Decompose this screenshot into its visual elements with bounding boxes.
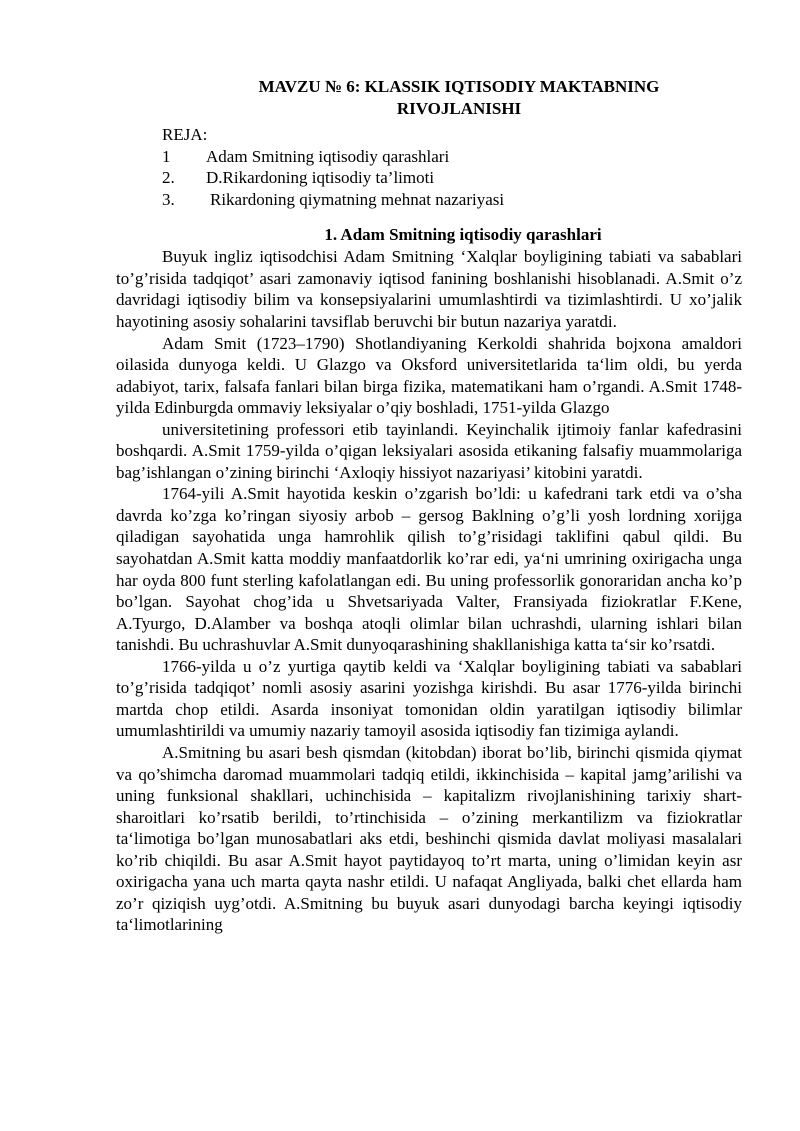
section-heading: 1. Adam Smitning iqtisodiy qarashlari — [324, 225, 602, 245]
title-line-2: RIVOJLANISHI — [396, 99, 522, 118]
plan-item-text: D.Rikardoning iqtisodiy ta’limoti — [206, 168, 435, 188]
body-paragraph: A.Smitning bu asari besh qismdan (kitobdan) iborat bo’lib, birinchi qismida qiymat va qo’shimcha daromad muammolari tadqiq etildi, ikkinchisida – kapital jamg’arilishi va uning funksional shakllari, uchinchisida – kapitalizm rivojlanishining tarixiy shart-sharoitlari ko’rsatib berildi, to’rtinchisida – o’zining merkantilizm va fiziokratlar ta‘limotiga bo’lgan munosabatlari aks etdi, beshinchi qismida davlat moliyasi masalalari ko’rib chiqildi. Bu asar A.Smit hayot paytidayoq to’rt marta, uning o’limidan keyin asr oxirigacha yana uch marta qayta nashr etildi. U nafaqat Angliyada, balki chet ellarda ham zo’r qiziqish uyg’otdi. A.Smitning bu buyuk asari dunyodagi barcha keyingi iqtisodiy ta‘limotlarining — [116, 742, 742, 935]
plan-item — [162, 189, 742, 211]
page-title — [116, 76, 742, 120]
plan-item — [162, 146, 742, 168]
plan-item-text: Rikardoning qiymatning mehnat nazariyasi — [210, 189, 505, 209]
plan-list — [162, 124, 742, 210]
body-paragraph: 1764-yili A.Smit hayotida keskin o’zgarish bo’ldi: u kafedrani tark etdi va o’sha davrda ko’zga ko’ringan siyosiy arbob – gersog Baklning o’g’li yosh lordning xorijga qiladigan sayohatida unga hamrohlik qilish to’g’risidagi taklifini qabul qildi. Bu sayohatdan A.Smit katta moddiy manfaatdorlik ko’rar edi, ya‘ni umrining oxirigacha unga har oyda 800 funt sterling kafolatlangan edi. Bu uning professorlik gonoraridan ancha ko’p bo’lgan. Sayohat chog’ida u Shvetsariyada Valter, Fransiyada fiziokratlar F.Kene, A.Tyurgo, D.Alamber va boshqa atoqli olimlar bilan uchrashdi, ularning ishlari bilan tanishdi. Bu uchrashuvlar A.Smit dunyoqarashining shakllanishiga katta ta‘sir ko’rsatdi. — [116, 484, 742, 655]
plan-item-number: 3. — [162, 189, 175, 209]
plan-item-number: 1 — [162, 146, 171, 166]
body-paragraph: Adam Smit (1723–1790) Shotlandiyaning Kerkoldi shahrida bojxona amaldori oilasida dunyoga keldi. U Glazgo va Oksford universitetlarida ta‘lim oldi, bu yerda adabiyot, tarix, falsafa fanlari bilan birga fizika, matematikani ham o’rgandi. A.Smit 1748-yilda Edinburgda ommaviy leksiyalar o’qiy boshladi, 1751-yilda Glazgo — [116, 333, 742, 418]
plan-item-text: Adam Smitning iqtisodiy qarashlari — [206, 146, 450, 166]
plan-item-number: 2. — [162, 168, 175, 188]
plan-item — [162, 167, 742, 189]
body-paragraph: Buyuk ingliz iqtisodchisi Adam Smitning ‘Xalqlar boyligining tabiati va sabablari to’g’risida tadqiqot’ asari zamonaviy iqtisod fanining boshlanishi hisoblanadi. A.Smit o’z davridagi iqtisodiy bilim va konsepsiyalarini umumlashtirdi va tizimlashtirdi. U xo’jalik hayotining asosiy sohalarini tavsiflab beruvchi bir butun nazariya yaratdi. — [116, 247, 742, 332]
document-page — [116, 76, 742, 936]
body-paragraph: 1766-yilda u o’z yurtiga qaytib keldi va ‘Xalqlar boyligining tabiati va sabablari to’g’risida tadqiqot’ nomli asosiy asarini yozishga kirishdi. Bu asar 1776-yilda birinchi martda chop etildi. Asarda insoniyat tomonidan oldin yaratilgan iqtisodiy bilimlar umumlashtirildi va umumiy nazariy tamoyil asosida iqtisodiy fan tizimiga aylandi. — [116, 656, 742, 741]
title-line-1: MAVZU № 6: KLASSIK IQTISODIY MAKTABNING — [258, 77, 660, 96]
body-paragraph: universitetining professori etib tayinlandi. Keyinchalik ijtimoiy fanlar kafedrasini boshqardi. A.Smit 1759-yilda o’qigan leksiyalari asosida etikaning falsafiy muammolariga bag’ishlangan o’zining birinchi ‘Axloqiy hissiyot nazariyasi’ kitobini yaratdi. — [116, 419, 742, 482]
plan-label: REJA: — [162, 125, 208, 144]
